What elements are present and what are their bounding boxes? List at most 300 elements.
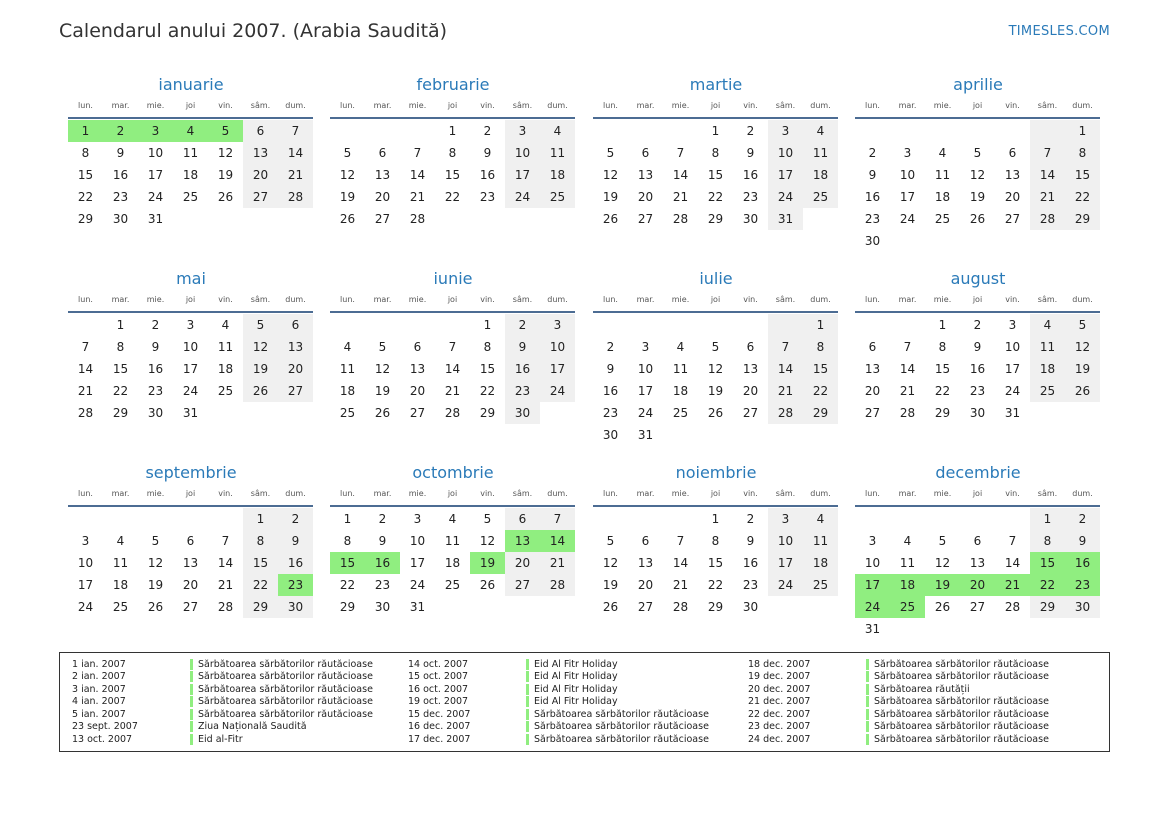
day-cell[interactable]: 28 (217, 600, 234, 614)
day-cell[interactable]: 9 (746, 534, 755, 548)
day-cell[interactable]: 2 (278, 508, 313, 530)
day-cell[interactable]: 24 (855, 596, 890, 618)
day-cell[interactable]: 22 (112, 384, 129, 398)
day-cell[interactable]: 27 (969, 600, 986, 614)
day-cell[interactable]: 13 (374, 168, 391, 182)
day-cell[interactable]: 17 (899, 190, 916, 204)
day-cell[interactable]: 18 (339, 384, 356, 398)
day-cell[interactable]: 24 (768, 186, 803, 208)
day-cell[interactable]: 31 (637, 428, 654, 442)
day-cell[interactable]: 15 (112, 362, 129, 376)
day-cell[interactable]: 10 (899, 168, 916, 182)
day-cell[interactable]: 23 (479, 190, 496, 204)
day-cell[interactable]: 4 (343, 340, 352, 354)
day-cell[interactable]: 15 (803, 358, 838, 380)
day-cell[interactable]: 11 (444, 534, 461, 548)
day-cell[interactable]: 18 (444, 556, 461, 570)
day-cell[interactable]: 25 (444, 578, 461, 592)
day-cell[interactable]: 20 (637, 190, 654, 204)
day-cell[interactable]: 20 (278, 358, 313, 380)
day-cell[interactable]: 2 (151, 318, 160, 332)
day-cell[interactable]: 29 (1030, 596, 1065, 618)
day-cell[interactable]: 30 (864, 234, 881, 248)
day-cell[interactable]: 2 (973, 318, 982, 332)
day-cell[interactable]: 27 (374, 212, 391, 226)
day-cell[interactable]: 27 (742, 406, 759, 420)
day-cell[interactable]: 30 (505, 402, 540, 424)
day-cell[interactable]: 29 (707, 600, 724, 614)
day-cell[interactable]: 15 (707, 168, 724, 182)
day-cell[interactable]: 26 (602, 212, 619, 226)
day-cell[interactable]: 24 (540, 380, 575, 402)
day-cell[interactable]: 10 (768, 142, 803, 164)
day-cell[interactable]: 22 (1030, 574, 1065, 596)
day-cell[interactable]: 5 (973, 146, 982, 160)
day-cell[interactable]: 6 (973, 534, 982, 548)
day-cell[interactable]: 29 (479, 406, 496, 420)
day-cell[interactable]: 5 (151, 534, 160, 548)
day-cell[interactable]: 30 (374, 600, 391, 614)
day-cell[interactable]: 16 (864, 190, 881, 204)
day-cell[interactable]: 21 (409, 190, 426, 204)
day-cell[interactable]: 20 (637, 578, 654, 592)
day-cell[interactable]: 24 (768, 574, 803, 596)
day-cell[interactable]: 2 (746, 512, 755, 526)
day-cell[interactable]: 14 (278, 142, 313, 164)
day-cell[interactable]: 3 (903, 146, 912, 160)
day-cell[interactable]: 4 (803, 120, 838, 142)
day-cell[interactable]: 16 (742, 168, 759, 182)
day-cell[interactable]: 24 (409, 578, 426, 592)
day-cell[interactable]: 13 (182, 556, 199, 570)
day-cell[interactable]: 27 (637, 212, 654, 226)
day-cell[interactable]: 30 (742, 600, 759, 614)
day-cell[interactable]: 29 (243, 596, 278, 618)
day-cell[interactable]: 20 (243, 164, 278, 186)
day-cell[interactable]: 29 (77, 212, 94, 226)
day-cell[interactable]: 22 (77, 190, 94, 204)
brand-link[interactable]: TIMESLES.COM (1008, 24, 1110, 39)
day-cell[interactable]: 8 (448, 146, 457, 160)
day-cell[interactable]: 31 (768, 208, 803, 230)
day-cell[interactable]: 10 (864, 556, 881, 570)
day-cell[interactable]: 8 (711, 146, 720, 160)
day-cell[interactable]: 25 (339, 406, 356, 420)
day-cell[interactable]: 15 (1030, 552, 1065, 574)
day-cell[interactable]: 10 (505, 142, 540, 164)
day-cell[interactable]: 3 (768, 120, 803, 142)
day-cell[interactable]: 21 (217, 578, 234, 592)
day-cell[interactable]: 7 (540, 508, 575, 530)
day-cell[interactable]: 24 (182, 384, 199, 398)
day-cell[interactable]: 5 (711, 340, 720, 354)
day-cell[interactable]: 30 (969, 406, 986, 420)
day-cell[interactable]: 10 (77, 556, 94, 570)
day-cell[interactable]: 17 (182, 362, 199, 376)
day-cell[interactable]: 23 (742, 578, 759, 592)
day-cell[interactable]: 13 (637, 168, 654, 182)
day-cell[interactable]: 1 (116, 318, 125, 332)
day-cell[interactable]: 16 (278, 552, 313, 574)
day-cell[interactable]: 31 (409, 600, 426, 614)
day-cell[interactable]: 28 (672, 212, 689, 226)
day-cell[interactable]: 4 (540, 120, 575, 142)
day-cell[interactable]: 28 (899, 406, 916, 420)
day-cell[interactable]: 19 (1065, 358, 1100, 380)
day-cell[interactable]: 17 (1004, 362, 1021, 376)
day-cell[interactable]: 15 (479, 362, 496, 376)
day-cell[interactable]: 13 (969, 556, 986, 570)
day-cell[interactable]: 27 (278, 380, 313, 402)
day-cell[interactable]: 11 (803, 142, 838, 164)
day-cell[interactable]: 16 (365, 552, 400, 574)
day-cell[interactable]: 15 (330, 552, 365, 574)
day-cell[interactable]: 7 (413, 146, 422, 160)
day-cell[interactable]: 26 (1065, 380, 1100, 402)
day-cell[interactable]: 5 (938, 534, 947, 548)
day-cell[interactable]: 7 (278, 120, 313, 142)
day-cell[interactable]: 12 (243, 336, 278, 358)
day-cell[interactable]: 28 (768, 402, 803, 424)
day-cell[interactable]: 5 (343, 146, 352, 160)
day-cell[interactable]: 21 (540, 552, 575, 574)
day-cell[interactable]: 29 (1065, 208, 1100, 230)
day-cell[interactable]: 16 (147, 362, 164, 376)
day-cell[interactable]: 4 (448, 512, 457, 526)
day-cell[interactable]: 29 (934, 406, 951, 420)
day-cell[interactable]: 4 (676, 340, 685, 354)
day-cell[interactable]: 11 (540, 142, 575, 164)
day-cell[interactable]: 23 (742, 190, 759, 204)
day-cell[interactable]: 15 (77, 168, 94, 182)
day-cell[interactable]: 10 (540, 336, 575, 358)
day-cell[interactable]: 19 (147, 578, 164, 592)
day-cell[interactable]: 12 (217, 146, 234, 160)
day-cell[interactable]: 23 (969, 384, 986, 398)
day-cell[interactable]: 12 (339, 168, 356, 182)
day-cell[interactable]: 25 (803, 574, 838, 596)
day-cell[interactable]: 16 (112, 168, 129, 182)
day-cell[interactable]: 18 (182, 168, 199, 182)
day-cell[interactable]: 4 (903, 534, 912, 548)
day-cell[interactable]: 17 (768, 164, 803, 186)
day-cell[interactable]: 2 (103, 120, 138, 142)
day-cell[interactable]: 27 (864, 406, 881, 420)
day-cell[interactable]: 29 (112, 406, 129, 420)
day-cell[interactable]: 4 (173, 120, 208, 142)
day-cell[interactable]: 7 (676, 146, 685, 160)
day-cell[interactable]: 5 (243, 314, 278, 336)
day-cell[interactable]: 23 (505, 380, 540, 402)
day-cell[interactable]: 1 (711, 512, 720, 526)
day-cell[interactable]: 18 (540, 164, 575, 186)
day-cell[interactable]: 11 (1030, 336, 1065, 358)
day-cell[interactable]: 18 (112, 578, 129, 592)
day-cell[interactable]: 5 (378, 340, 387, 354)
day-cell[interactable]: 20 (182, 578, 199, 592)
day-cell[interactable]: 9 (378, 534, 387, 548)
day-cell[interactable]: 5 (483, 512, 492, 526)
day-cell[interactable]: 19 (374, 384, 391, 398)
day-cell[interactable]: 1 (483, 318, 492, 332)
day-cell[interactable]: 30 (112, 212, 129, 226)
day-cell[interactable]: 22 (243, 574, 278, 596)
day-cell[interactable]: 4 (803, 508, 838, 530)
day-cell[interactable]: 6 (641, 534, 650, 548)
day-cell[interactable]: 1 (711, 124, 720, 138)
day-cell[interactable]: 12 (374, 362, 391, 376)
day-cell[interactable]: 8 (343, 534, 352, 548)
day-cell[interactable]: 11 (934, 168, 951, 182)
day-cell[interactable]: 9 (505, 336, 540, 358)
day-cell[interactable]: 20 (864, 384, 881, 398)
day-cell[interactable]: 12 (969, 168, 986, 182)
day-cell[interactable]: 6 (413, 340, 422, 354)
day-cell[interactable]: 20 (374, 190, 391, 204)
day-cell[interactable]: 8 (483, 340, 492, 354)
day-cell[interactable]: 23 (864, 212, 881, 226)
day-cell[interactable]: 15 (243, 552, 278, 574)
day-cell[interactable]: 7 (448, 340, 457, 354)
day-cell[interactable]: 10 (768, 530, 803, 552)
day-cell[interactable]: 25 (803, 186, 838, 208)
day-cell[interactable]: 7 (221, 534, 230, 548)
day-cell[interactable]: 22 (803, 380, 838, 402)
day-cell[interactable]: 18 (890, 574, 925, 596)
day-cell[interactable]: 2 (1065, 508, 1100, 530)
day-cell[interactable]: 18 (672, 384, 689, 398)
day-cell[interactable]: 18 (217, 362, 234, 376)
day-cell[interactable]: 24 (505, 186, 540, 208)
day-cell[interactable]: 2 (505, 314, 540, 336)
day-cell[interactable]: 25 (112, 600, 129, 614)
day-cell[interactable]: 5 (606, 146, 615, 160)
day-cell[interactable]: 31 (1004, 406, 1021, 420)
day-cell[interactable]: 23 (278, 574, 313, 596)
day-cell[interactable]: 16 (505, 358, 540, 380)
day-cell[interactable]: 31 (182, 406, 199, 420)
day-cell[interactable]: 17 (855, 574, 890, 596)
day-cell[interactable]: 14 (217, 556, 234, 570)
day-cell[interactable]: 11 (182, 146, 199, 160)
day-cell[interactable]: 12 (147, 556, 164, 570)
day-cell[interactable]: 13 (409, 362, 426, 376)
day-cell[interactable]: 15 (1065, 164, 1100, 186)
day-cell[interactable]: 26 (969, 212, 986, 226)
day-cell[interactable]: 23 (147, 384, 164, 398)
day-cell[interactable]: 30 (602, 428, 619, 442)
day-cell[interactable]: 30 (278, 596, 313, 618)
day-cell[interactable]: 5 (208, 120, 243, 142)
day-cell[interactable]: 4 (221, 318, 230, 332)
day-cell[interactable]: 19 (969, 190, 986, 204)
day-cell[interactable]: 12 (602, 168, 619, 182)
day-cell[interactable]: 21 (672, 190, 689, 204)
day-cell[interactable]: 13 (864, 362, 881, 376)
day-cell[interactable]: 26 (374, 406, 391, 420)
day-cell[interactable]: 9 (606, 362, 615, 376)
day-cell[interactable]: 8 (711, 534, 720, 548)
day-cell[interactable]: 8 (1030, 530, 1065, 552)
day-cell[interactable]: 26 (217, 190, 234, 204)
day-cell[interactable]: 1 (68, 120, 103, 142)
day-cell[interactable]: 13 (742, 362, 759, 376)
day-cell[interactable]: 6 (186, 534, 195, 548)
day-cell[interactable]: 9 (746, 146, 755, 160)
day-cell[interactable]: 16 (1065, 552, 1100, 574)
day-cell[interactable]: 20 (505, 552, 540, 574)
day-cell[interactable]: 9 (151, 340, 160, 354)
day-cell[interactable]: 11 (112, 556, 129, 570)
day-cell[interactable]: 6 (868, 340, 877, 354)
day-cell[interactable]: 23 (374, 578, 391, 592)
day-cell[interactable]: 30 (1065, 596, 1100, 618)
day-cell[interactable]: 19 (243, 358, 278, 380)
day-cell[interactable]: 2 (483, 124, 492, 138)
day-cell[interactable]: 7 (768, 336, 803, 358)
day-cell[interactable]: 28 (1030, 208, 1065, 230)
day-cell[interactable]: 21 (995, 574, 1030, 596)
day-cell[interactable]: 25 (934, 212, 951, 226)
day-cell[interactable]: 13 (278, 336, 313, 358)
day-cell[interactable]: 18 (934, 190, 951, 204)
day-cell[interactable]: 24 (899, 212, 916, 226)
day-cell[interactable]: 2 (378, 512, 387, 526)
day-cell[interactable]: 6 (243, 120, 278, 142)
day-cell[interactable]: 25 (217, 384, 234, 398)
day-cell[interactable]: 28 (1004, 600, 1021, 614)
day-cell[interactable]: 26 (707, 406, 724, 420)
day-cell[interactable]: 5 (1065, 314, 1100, 336)
day-cell[interactable]: 28 (540, 574, 575, 596)
day-cell[interactable]: 27 (243, 186, 278, 208)
day-cell[interactable]: 23 (602, 406, 619, 420)
day-cell[interactable]: 17 (77, 578, 94, 592)
day-cell[interactable]: 6 (278, 314, 313, 336)
day-cell[interactable]: 28 (278, 186, 313, 208)
day-cell[interactable]: 7 (903, 340, 912, 354)
day-cell[interactable]: 15 (934, 362, 951, 376)
day-cell[interactable]: 13 (637, 556, 654, 570)
day-cell[interactable]: 21 (768, 380, 803, 402)
day-cell[interactable]: 5 (606, 534, 615, 548)
day-cell[interactable]: 21 (444, 384, 461, 398)
day-cell[interactable]: 26 (339, 212, 356, 226)
day-cell[interactable]: 31 (864, 622, 881, 636)
day-cell[interactable]: 9 (973, 340, 982, 354)
day-cell[interactable]: 14 (672, 556, 689, 570)
day-cell[interactable]: 22 (479, 384, 496, 398)
day-cell[interactable]: 21 (77, 384, 94, 398)
day-cell[interactable]: 8 (803, 336, 838, 358)
day-cell[interactable]: 11 (339, 362, 356, 376)
day-cell[interactable]: 7 (81, 340, 90, 354)
day-cell[interactable]: 17 (147, 168, 164, 182)
day-cell[interactable]: 3 (1008, 318, 1017, 332)
day-cell[interactable]: 14 (1030, 164, 1065, 186)
day-cell[interactable]: 12 (1065, 336, 1100, 358)
day-cell[interactable]: 19 (925, 574, 960, 596)
day-cell[interactable]: 14 (899, 362, 916, 376)
day-cell[interactable]: 21 (672, 578, 689, 592)
day-cell[interactable]: 1 (1030, 508, 1065, 530)
day-cell[interactable]: 23 (1065, 574, 1100, 596)
day-cell[interactable]: 20 (409, 384, 426, 398)
day-cell[interactable]: 29 (707, 212, 724, 226)
day-cell[interactable]: 14 (768, 358, 803, 380)
day-cell[interactable]: 10 (147, 146, 164, 160)
day-cell[interactable]: 12 (934, 556, 951, 570)
day-cell[interactable]: 4 (938, 146, 947, 160)
day-cell[interactable]: 8 (1065, 142, 1100, 164)
day-cell[interactable]: 3 (505, 120, 540, 142)
day-cell[interactable]: 22 (339, 578, 356, 592)
day-cell[interactable]: 11 (803, 530, 838, 552)
day-cell[interactable]: 24 (77, 600, 94, 614)
day-cell[interactable]: 19 (339, 190, 356, 204)
day-cell[interactable]: 27 (1004, 212, 1021, 226)
day-cell[interactable]: 3 (641, 340, 650, 354)
day-cell[interactable]: 13 (1004, 168, 1021, 182)
day-cell[interactable]: 27 (637, 600, 654, 614)
day-cell[interactable]: 1 (938, 318, 947, 332)
day-cell[interactable]: 3 (868, 534, 877, 548)
day-cell[interactable]: 1 (343, 512, 352, 526)
day-cell[interactable]: 6 (746, 340, 755, 354)
day-cell[interactable]: 26 (602, 600, 619, 614)
day-cell[interactable]: 11 (672, 362, 689, 376)
day-cell[interactable]: 25 (1030, 380, 1065, 402)
day-cell[interactable]: 3 (540, 314, 575, 336)
day-cell[interactable]: 13 (243, 142, 278, 164)
day-cell[interactable]: 21 (278, 164, 313, 186)
day-cell[interactable]: 17 (409, 556, 426, 570)
day-cell[interactable]: 16 (602, 384, 619, 398)
day-cell[interactable]: 29 (339, 600, 356, 614)
day-cell[interactable]: 12 (707, 362, 724, 376)
day-cell[interactable]: 20 (960, 574, 995, 596)
day-cell[interactable]: 2 (746, 124, 755, 138)
day-cell[interactable]: 18 (803, 164, 838, 186)
day-cell[interactable]: 3 (413, 512, 422, 526)
day-cell[interactable]: 16 (969, 362, 986, 376)
day-cell[interactable]: 30 (147, 406, 164, 420)
day-cell[interactable]: 16 (479, 168, 496, 182)
day-cell[interactable]: 20 (1004, 190, 1021, 204)
day-cell[interactable]: 27 (409, 406, 426, 420)
day-cell[interactable]: 15 (444, 168, 461, 182)
day-cell[interactable]: 9 (278, 530, 313, 552)
day-cell[interactable]: 25 (182, 190, 199, 204)
day-cell[interactable]: 9 (116, 146, 125, 160)
day-cell[interactable]: 7 (676, 534, 685, 548)
day-cell[interactable]: 14 (1004, 556, 1021, 570)
day-cell[interactable]: 12 (479, 534, 496, 548)
day-cell[interactable]: 10 (409, 534, 426, 548)
day-cell[interactable]: 7 (1008, 534, 1017, 548)
day-cell[interactable]: 19 (602, 190, 619, 204)
day-cell[interactable]: 30 (742, 212, 759, 226)
day-cell[interactable]: 25 (890, 596, 925, 618)
day-cell[interactable]: 23 (112, 190, 129, 204)
day-cell[interactable]: 19 (602, 578, 619, 592)
day-cell[interactable]: 12 (602, 556, 619, 570)
day-cell[interactable]: 21 (1030, 186, 1065, 208)
day-cell[interactable]: 9 (868, 168, 877, 182)
day-cell[interactable]: 1 (243, 508, 278, 530)
day-cell[interactable]: 21 (899, 384, 916, 398)
day-cell[interactable]: 20 (742, 384, 759, 398)
